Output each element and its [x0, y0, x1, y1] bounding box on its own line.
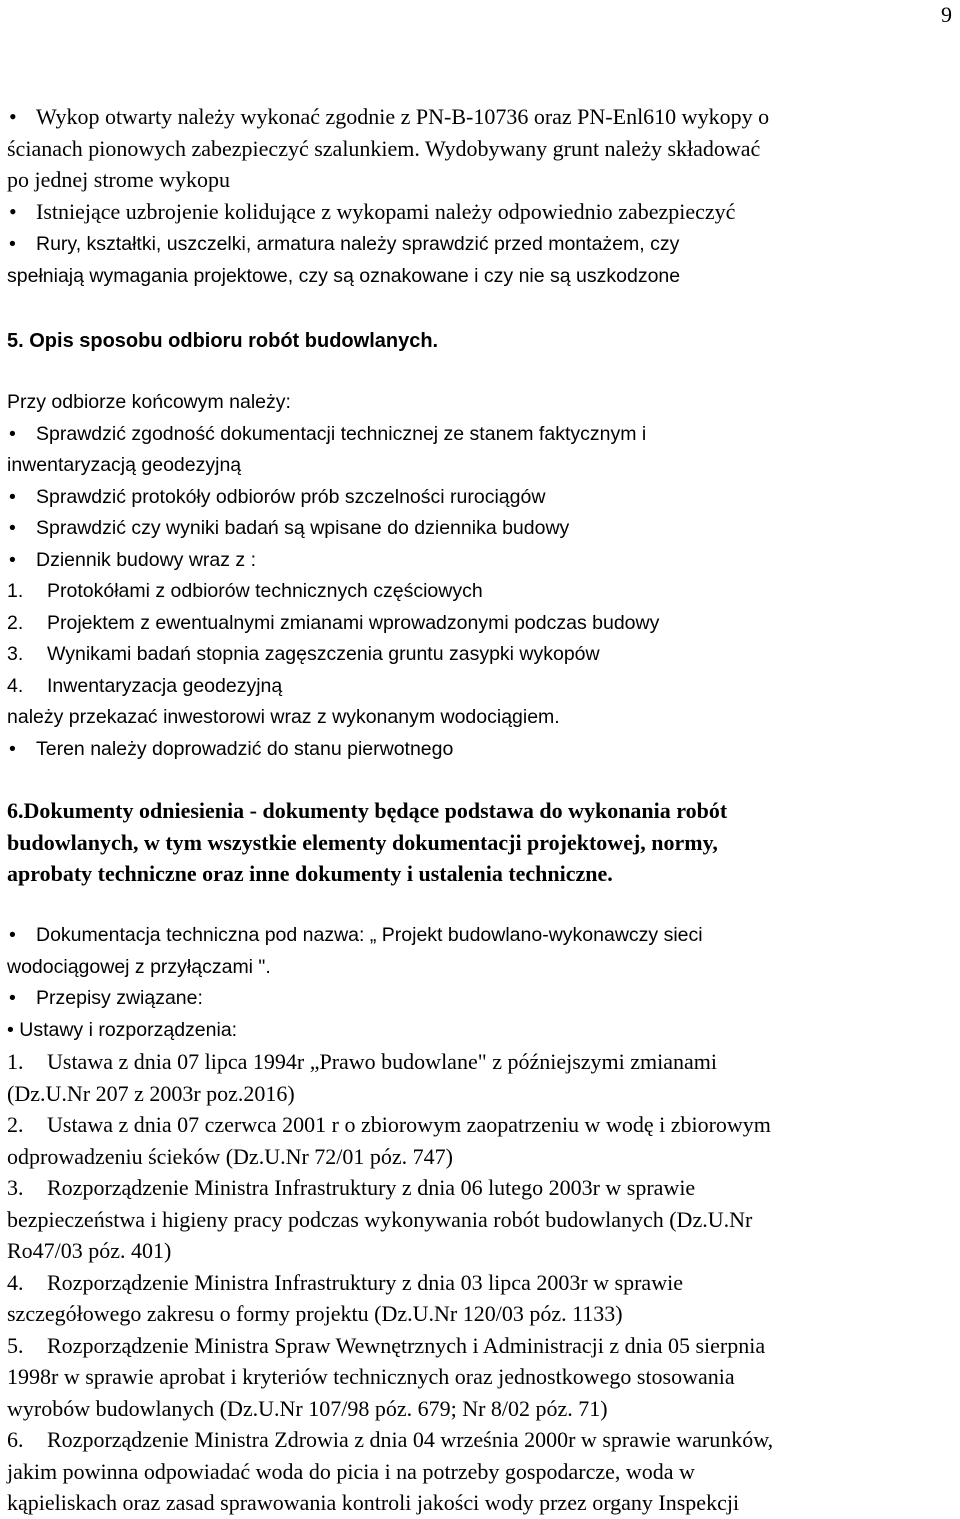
bullet-item: • Wykop otwarty należy wykonać zgodnie z PN-B-10736 oraz PN-Enl610 wykopy o	[7, 101, 952, 133]
section-5-heading: 5. Opis sposobu odbioru robót budowlanych.	[7, 330, 439, 352]
heading-line: budowlanych, w tym wszystkie elementy dokumentacji projektowej, normy,	[7, 829, 718, 855]
block-pipes	[7, 229, 952, 292]
text-line: szczegółowego zakresu o formy projektu (Dz.U.Nr 120/03 póz. 1133)	[7, 1301, 623, 1326]
bullet-item: • Przepisy związane:	[7, 983, 952, 1015]
bullet-item: • Istniejące uzbrojenie kolidujące z wykopami należy odpowiednio zabezpieczyć	[7, 196, 952, 228]
law-item: 3. Rozporządzenie Ministra Infrastruktury z dnia 06 lutego 2003r w sprawie	[7, 1175, 696, 1200]
text-line: należy przekazać inwestorowi wraz z wykonanym wodociągiem.	[7, 706, 560, 728]
law-item: 1. Ustawa z dnia 07 lipca 1994r „Prawo budowlane" z późniejszymi zmianami	[7, 1049, 718, 1074]
text-line: kąpieliskach oraz zasad sprawowania kontroli jakości wody przez organy Inspekcji	[7, 1490, 740, 1515]
numbered-item: 4. Inwentaryzacja geodezyjną	[7, 674, 283, 697]
text-line: jakim powinna odpowiadać woda do picia i na potrzeby gospodarcze, woda w	[7, 1458, 695, 1484]
text-line: odprowadzeniu ścieków (Dz.U.Nr 72/01 póz. 747)	[7, 1143, 453, 1169]
intro-line: Przy odbiorze końcowym należy:	[7, 391, 291, 413]
text-line: wodociągowej z przyłączami ".	[7, 955, 271, 978]
text-line: ścianach pionowych zabezpieczyć szalunkiem. Wydobywany grunt należy składować	[7, 135, 761, 161]
bullet-item: • Sprawdzić protokóły odbiorów prób szczelności rurociągów	[7, 482, 952, 514]
block-excavation	[7, 101, 952, 227]
text-line: 1998r w sprawie aprobat i kryteriów technicznych oraz jednostkowego stosowania	[7, 1364, 735, 1389]
numbered-item: 2. Projektem z ewentualnymi zmianami wprowadzonymi podczas budowy	[7, 611, 660, 634]
text-line: po jednej strome wykopu	[7, 167, 231, 192]
bullet-item: • Rury, kształtki, uszczelki, armatura należy sprawdzić przed montażem, czy	[7, 229, 952, 261]
block-acceptance	[7, 387, 952, 765]
bullet-item: • Teren należy doprowadzić do stanu pierwotnego	[7, 734, 952, 766]
numbered-item: 3. Wynikami badań stopnia zagęszczenia gruntu zasypki wykopów	[7, 643, 600, 665]
law-item: 4. Rozporządzenie Ministra Infrastruktury z dnia 03 lipca 2003r w sprawie	[7, 1269, 683, 1295]
text-line: wyrobów budowlanych (Dz.U.Nr 107/98 póz. 679; Nr 8/02 póz. 71)	[7, 1395, 608, 1421]
heading-line: 6.Dokumenty odniesienia - dokumenty będące podstawa do wykonania robót	[7, 798, 728, 823]
bullet-item: • Ustawy i rozporządzenia:	[7, 1015, 952, 1047]
law-item: 6. Rozporządzenie Ministra Zdrowia z dnia 04 września 2000r w sprawie warunków,	[7, 1427, 774, 1452]
bullet-item: • Dziennik budowy wraz z :	[7, 545, 952, 577]
bullet-item: • Sprawdzić zgodność dokumentacji technicznej ze stanem faktycznym i	[7, 419, 952, 451]
text-line: spełniają wymagania projektowe, czy są oznakowane i czy nie są uszkodzone	[7, 264, 681, 287]
text-line: Ro47/03 póz. 401)	[7, 1238, 172, 1263]
text-line: bezpieczeństwa i higieny pracy podczas wykonywania robót budowlanych (Dz.U.Nr	[7, 1206, 753, 1232]
law-item: 5. Rozporządzenie Ministra Spraw Wewnętrznych i Administracji z dnia 05 sierpnia	[7, 1332, 766, 1358]
block-documents	[7, 920, 952, 1519]
law-item: 2. Ustawa z dnia 07 czerwca 2001 r o zbiorowym zaopatrzeniu w wodę i zbiorowym	[7, 1112, 771, 1137]
page-number: 9	[941, 2, 952, 27]
heading-line: aprobaty techniczne oraz inne dokumenty i ustalenia techniczne.	[7, 861, 613, 886]
bullet-item: • Sprawdzić czy wyniki badań są wpisane do dziennika budowy	[7, 513, 952, 545]
section-6-heading	[7, 795, 952, 890]
bullet-item: • Dokumentacja techniczna pod nazwa: „ Projekt budowlano-wykonawczy sieci	[7, 920, 952, 952]
text-line: inwentaryzacją geodezyjną	[7, 454, 242, 476]
text-line: (Dz.U.Nr 207 z 2003r poz.2016)	[7, 1080, 295, 1106]
numbered-item: 1. Protokółami z odbiorów technicznych częściowych	[7, 580, 483, 602]
